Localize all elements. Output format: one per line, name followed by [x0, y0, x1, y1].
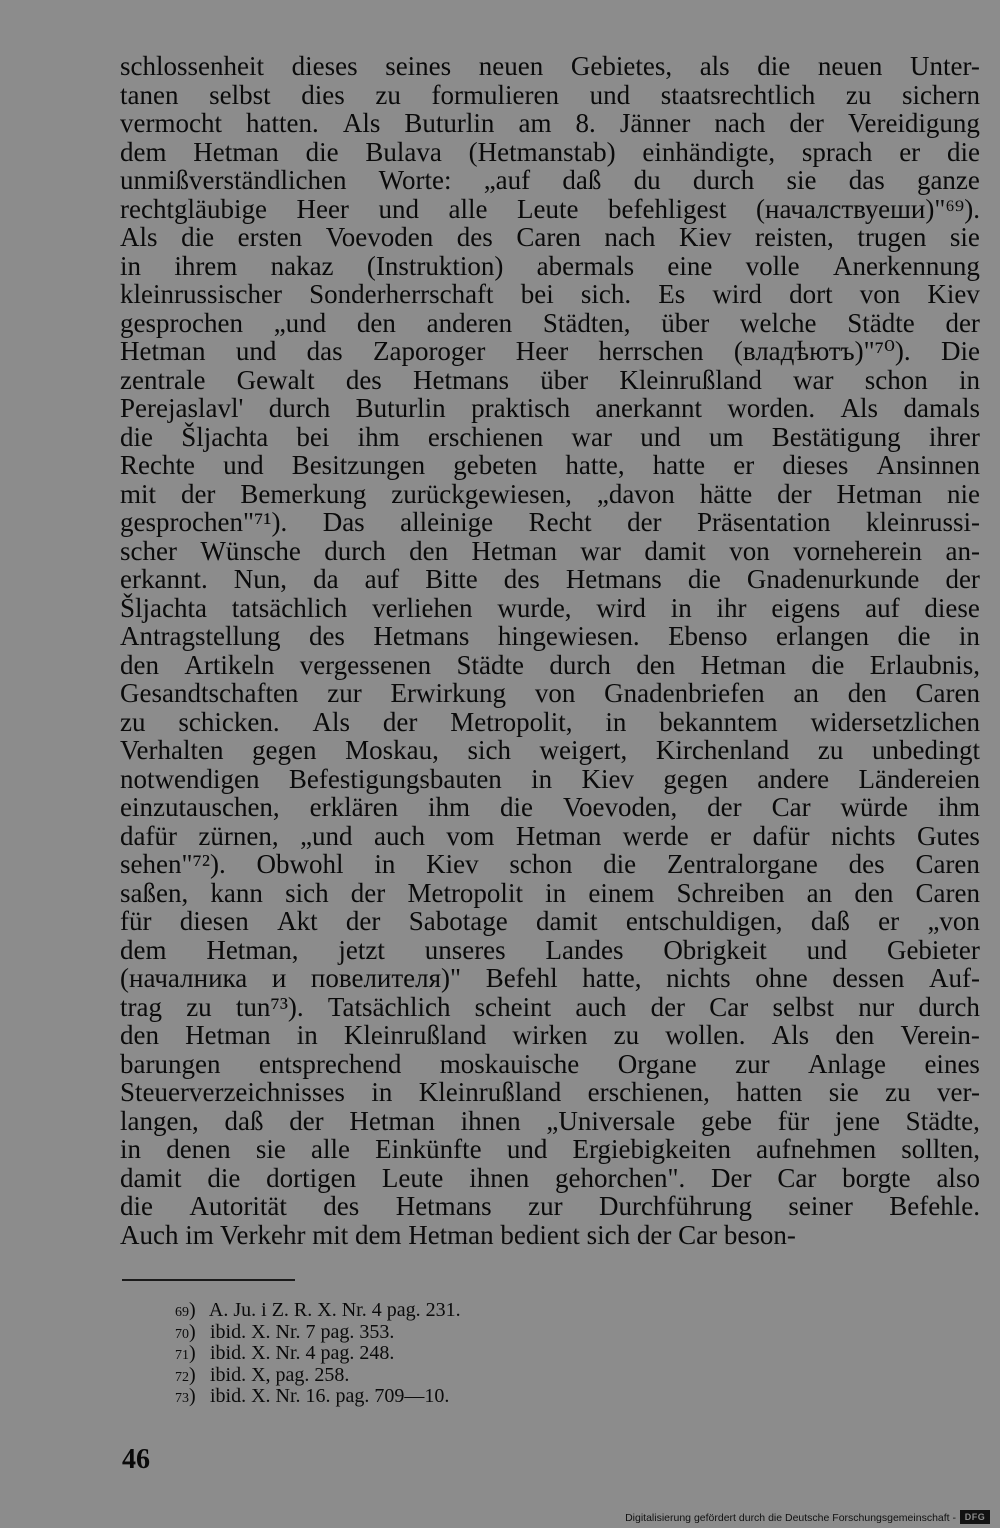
text-line: scher Wünsche durch den Hetman war damit von vorneherein an-	[120, 535, 980, 566]
page-number: 46	[122, 1444, 150, 1475]
body-text	[120, 52, 980, 1249]
digitization-credit: Digitalisierung gefördert durch die Deutsche Forschungsgemeinschaft -	[625, 1512, 956, 1524]
text-line: die Šljachta bei ihm erschienen war und um Bestätigung ihrer	[120, 421, 980, 452]
text-line: rechtgläubige Heer und alle Leute befehligest (начaлствуеши)"⁶⁹).	[120, 193, 980, 224]
text-line: schlossenheit dieses seines neuen Gebietes, als die neuen Unter-	[120, 51, 980, 81]
text-line: unmißverständlichen Worte: „auf daß du durch sie das ganze	[120, 165, 980, 195]
text-line: dafür zürnen, „und auch vom Hetman werde er dafür nichts Gutes	[120, 820, 980, 851]
text-line: langen, daß der Hetman ihnen „Universale gebe für jene Städte,	[120, 1105, 980, 1136]
footnote-number: 70 )	[175, 1322, 205, 1346]
text-line: in ihrem nakaz (Instruktion) abermals eine volle Anerkennung	[120, 250, 980, 281]
text-line: barungen entsprechend moskauische Organe zur Anlage eines	[120, 1048, 980, 1079]
footnote	[175, 1365, 775, 1387]
text-line: vermocht hatten. Als Buturlin am 8. Jänner nach der Vereidigung	[120, 108, 980, 138]
text-line: Rechte und Besitzungen gebeten hatte, hatte er dieses Ansinnen	[120, 450, 980, 480]
text-line: Antragstellung des Hetmans hingewiesen. Ebenso erlangen die in	[120, 621, 980, 651]
text-line: Šljachta tatsächlich verliehen wurde, wird in ihr eigens auf diese	[120, 592, 980, 623]
text-line: dem Hetman, jetzt unseres Landes Obrigkeit und Gebieter	[120, 934, 980, 965]
footnote	[175, 1322, 775, 1344]
text-line: in denen sie alle Einkünfte und Ergiebigkeiten aufnehmen sollten,	[120, 1134, 980, 1164]
dfg-logo	[960, 1510, 990, 1524]
text-line: (началника и повелителя)" Befehl hatte, nichts ohne dessen Auf-	[120, 963, 980, 993]
footnote-text: A. Ju. i Z. R. X. Nr. 4 pag. 231.	[208, 1299, 461, 1321]
text-line: dem Hetman die Bulava (Hetmanstab) einhändigte, sprach er die	[120, 136, 980, 167]
text-line: für diesen Akt der Sabotage damit entschuldigen, daß er „von	[120, 906, 980, 936]
footnote-number: 71 )	[175, 1343, 205, 1367]
text-line: den Artikeln vergessenen Städte durch den Hetman die Erlaubnis,	[120, 649, 980, 680]
text-line: kleinrussischer Sonderherrschaft bei sich. Es wird dort von Kiev	[120, 279, 980, 309]
text-line: notwendigen Befestigungsbauten in Kiev gegen andere Ländereien	[120, 763, 980, 794]
text-line: Hetman und das Zaporoger Heer herrschen (владѣютъ)"⁷⁰). Die	[120, 336, 980, 366]
footnote	[175, 1300, 775, 1322]
text-line: erkannt. Nun, da auf Bitte des Hetmans die Gnadenurkunde der	[120, 564, 980, 594]
dfg-logo-text: DFG	[964, 1512, 986, 1522]
text-line: zu schicken. Als der Metropolit, in bekanntem widersetzlichen	[120, 706, 980, 737]
footnote-text: ibid. X. Nr. 4 pag. 248.	[210, 1342, 395, 1364]
text-line: Als die ersten Voevoden des Caren nach Kiev reisten, trugen sie	[120, 222, 980, 252]
text-line: Verhalten gegen Moskau, sich weigert, Kirchenland zu unbedingt	[120, 735, 980, 765]
footnote-text: ibid. X. Nr. 16. pag. 709—10.	[210, 1385, 450, 1407]
text-line: saßen, kann sich der Metropolit in einem Schreiben an den Caren	[120, 877, 980, 908]
footnote-number: 72 )	[175, 1365, 205, 1389]
footnote-separator	[122, 1279, 295, 1281]
text-line: Auch im Verkehr mit dem Hetman bedient sich der Car beson-	[120, 1219, 796, 1250]
footnotes	[175, 1300, 775, 1408]
text-line: gesprochen"⁷¹). Das alleinige Recht der Präsentation kleinrussi-	[120, 507, 980, 537]
footnote-number: 69 )	[175, 1300, 205, 1324]
footnote-number: 73 )	[175, 1386, 205, 1410]
text-line: mit der Bemerkung zurückgewiesen, „davon hätte der Hetman nie	[120, 478, 980, 509]
text-line: einzutauschen, erklären ihm die Voevoden, der Car würde ihm	[120, 792, 980, 822]
text-line: trag zu tun⁷³). Tatsächlich scheint auch der Car selbst nur durch	[120, 991, 980, 1022]
footnote	[175, 1343, 775, 1365]
text-line: damit die dortigen Leute ihnen gehorchen". Der Car borgte also	[120, 1162, 980, 1193]
footnote	[175, 1386, 775, 1408]
text-line: den Hetman in Kleinrußland wirken zu wollen. Als den Verein-	[120, 1020, 980, 1050]
text-line: sehen"⁷²). Obwohl in Kiev schon die Zentralorgane des Caren	[120, 849, 980, 879]
text-line: Perejaslavl' durch Buturlin praktisch anerkannt worden. Als damals	[120, 393, 980, 423]
text-line: die Autorität des Hetmans zur Durchführung seiner Befehle.	[120, 1191, 980, 1221]
text-line: Steuerverzeichnisses in Kleinrußland erschienen, hatten sie zu ver-	[120, 1077, 980, 1107]
text-line: Gesandtschaften zur Erwirkung von Gnadenbriefen an den Caren	[120, 678, 980, 708]
footnote-text: ibid. X. Nr. 7 pag. 353.	[210, 1320, 395, 1343]
text-line: zentrale Gewalt des Hetmans über Kleinrußland war schon in	[120, 364, 980, 395]
footnote-text: ibid. X, pag. 258.	[210, 1363, 350, 1386]
text-line: tanen selbst dies zu formulieren und staatsrechtlich zu sichern	[120, 79, 980, 110]
text-line: gesprochen „und den anderen Städten, über welche Städte der	[120, 307, 980, 338]
